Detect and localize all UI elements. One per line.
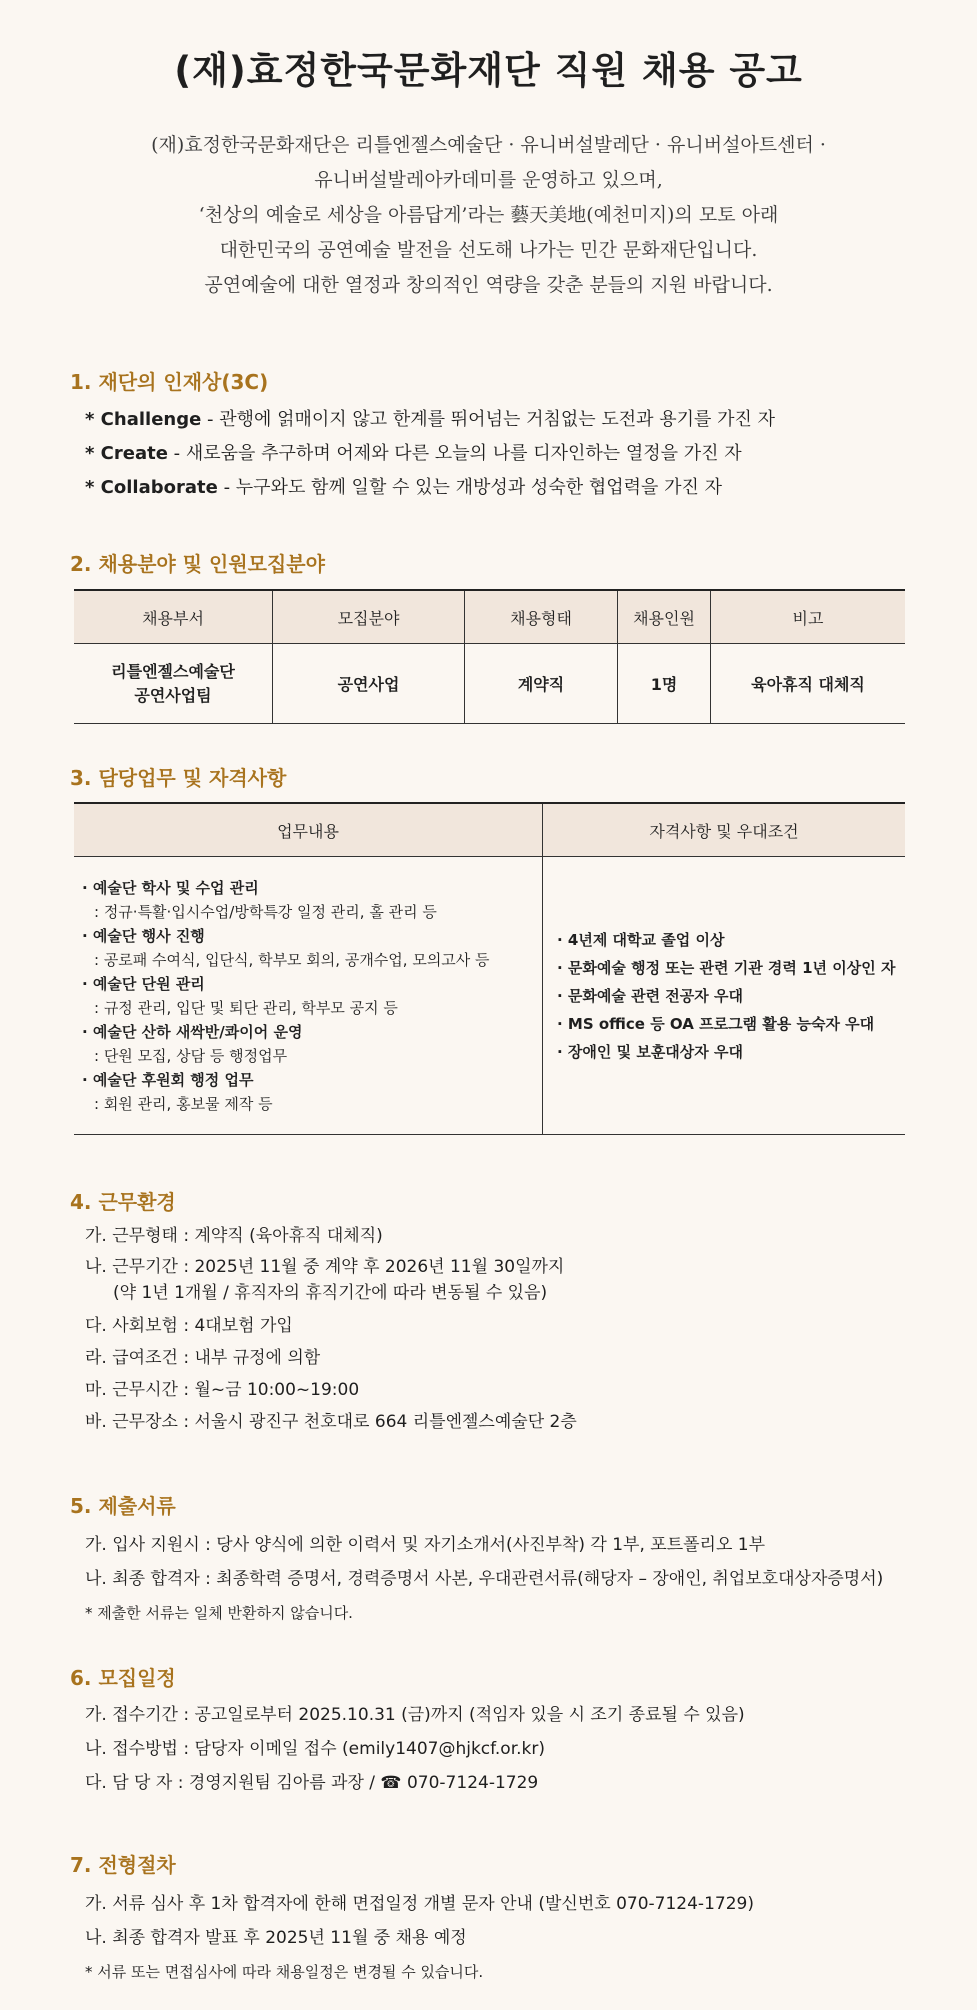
talent-text: - 새로움을 추구하며 어제와 다른 오늘의 나를 디자인하는 열정을 가진 자 <box>167 443 742 464</box>
intro-paragraph <box>0 128 977 303</box>
schedule-line: 다. 담 당 자 : 경영지원팀 김아름 과장 / ☎ 070-7124-1729 <box>85 1773 539 1793</box>
talent-item <box>85 437 775 471</box>
talent-key: * Collaborate <box>85 477 218 498</box>
page-title: (재)효정한국문화재단 직원 채용 공고 <box>174 49 803 92</box>
document-line: 나. 최종 합격자 : 최종학력 증명서, 경력증명서 사본, 우대관련서류(해당자 – 장애인, 취업보호대상자증명서) <box>85 1569 884 1589</box>
section-5-heading: 5. 제출서류 <box>70 1494 176 1518</box>
process-list <box>85 1887 754 1989</box>
talent-key: * Challenge <box>85 409 202 430</box>
qualification-item: · 4년제 대학교 졸업 이상 <box>557 930 725 949</box>
table-header-row <box>74 803 905 857</box>
qualifications-cell <box>543 857 906 1135</box>
talent-text: - 누구와도 함께 일할 수 있는 개방성과 성숙한 협업력을 가진 자 <box>217 477 722 498</box>
schedule-line: 가. 접수기간 : 공고일로부터 2025.10.31 (금)까지 (적임자 있을 시 조기 종료될 수 있음) <box>85 1705 745 1725</box>
process-note: * 서류 또는 면접심사에 따라 채용일정은 변경될 수 있습니다. <box>85 1963 484 1981</box>
qualification-item: · 문화예술 관련 전공자 우대 <box>557 986 743 1005</box>
dept-line: 리틀엔젤스예술단 <box>111 661 235 681</box>
col-header: 채용형태 <box>465 590 618 644</box>
col-header: 비고 <box>711 590 906 644</box>
table-header-row <box>74 590 905 644</box>
col-header: 업무내용 <box>74 803 543 857</box>
talent-item <box>85 403 775 437</box>
section-4-heading: 4. 근무환경 <box>70 1190 176 1214</box>
duty-title: · 예술단 산하 새싹반/콰이어 운영 <box>82 1022 303 1041</box>
condition-subline: (약 1년 1개월 / 휴직자의 휴직기간에 따라 변동될 수 있음) <box>113 1283 548 1303</box>
count-cell: 1명 <box>618 644 711 724</box>
duty-detail: : 회원 관리, 홍보물 제작 등 <box>94 1094 273 1113</box>
col-header: 자격사항 및 우대조건 <box>543 803 906 857</box>
condition-line: 마. 근무시간 : 월~금 10:00~19:00 <box>85 1380 360 1400</box>
talent-item <box>85 471 775 505</box>
duty-detail: : 규정 관리, 입단 및 퇴단 관리, 학부모 공지 등 <box>94 998 398 1017</box>
schedule-list <box>85 1698 745 1800</box>
duties-table <box>74 802 905 1135</box>
col-header: 채용인원 <box>618 590 711 644</box>
duties-cell <box>74 857 543 1135</box>
intro-line: ‘천상의 예술로 세상을 아름답게’라는 藝天美地(예천미지)의 모토 아래 <box>198 204 779 226</box>
type-cell: 계약직 <box>465 644 618 724</box>
section-6-heading: 6. 모집일정 <box>70 1666 176 1690</box>
col-header: 채용부서 <box>74 590 273 644</box>
duty-title: · 예술단 단원 관리 <box>82 974 205 993</box>
duty-detail: : 정규·특활·입시수업/방학특강 일정 관리, 홀 관리 등 <box>94 902 437 921</box>
recruitment-table <box>74 589 905 724</box>
intro-line: 대한민국의 공연예술 발전을 선도해 나가는 민간 문화재단입니다. <box>219 239 758 261</box>
section-2-heading: 2. 채용분야 및 인원모집분야 <box>70 552 325 576</box>
duty-title: · 예술단 후원회 행정 업무 <box>82 1070 254 1089</box>
work-conditions <box>85 1220 577 1438</box>
document-note: * 제출한 서류는 일체 반환하지 않습니다. <box>85 1604 353 1622</box>
qualification-item: · 문화예술 행정 또는 관련 기관 경력 1년 이상인 자 <box>557 958 896 977</box>
condition-line: 다. 사회보험 : 4대보험 가입 <box>85 1316 293 1336</box>
talent-list <box>85 403 775 505</box>
table-row <box>74 857 905 1135</box>
section-7-heading: 7. 전형절차 <box>70 1853 176 1877</box>
document-line: 가. 입사 지원시 : 당사 양식에 의한 이력서 및 자기소개서(사진부착) 각 1부, 포트폴리오 1부 <box>85 1535 766 1555</box>
qualification-item: · 장애인 및 보훈대상자 우대 <box>557 1042 743 1061</box>
qualification-item: · MS office 등 OA 프로그램 활용 능숙자 우대 <box>557 1014 875 1033</box>
field-cell: 공연사업 <box>273 644 465 724</box>
section-1-heading: 1. 재단의 인재상(3C) <box>70 370 269 394</box>
condition-line: 가. 근무형태 : 계약직 (육아휴직 대체직) <box>85 1226 383 1246</box>
dept-line: 공연사업팀 <box>134 685 212 705</box>
table-row <box>74 644 905 724</box>
talent-text: - 관행에 얽매이지 않고 한계를 뛰어넘는 거침없는 도전과 용기를 가진 자 <box>201 409 775 430</box>
condition-line: 바. 근무장소 : 서울시 광진구 천호대로 664 리틀엔젤스예술단 2층 <box>85 1412 577 1432</box>
intro-line: 유니버설발레아카데미를 운영하고 있으며, <box>314 169 663 191</box>
condition-line: 라. 급여조건 : 내부 규정에 의함 <box>85 1348 321 1368</box>
dept-cell <box>74 644 273 724</box>
documents-list <box>85 1528 883 1630</box>
duty-detail: : 단원 모집, 상담 등 행정업무 <box>94 1046 288 1065</box>
section-3-heading: 3. 담당업무 및 자격사항 <box>70 766 287 790</box>
col-header: 모집분야 <box>273 590 465 644</box>
schedule-line: 나. 접수방법 : 담당자 이메일 접수 (emily1407@hjkcf.or.kr) <box>85 1739 546 1759</box>
intro-line: (재)효정한국문화재단은 리틀엔젤스예술단 · 유니버설발레단 · 유니버설아트센터 · <box>151 134 826 156</box>
duty-title: · 예술단 학사 및 수업 관리 <box>82 878 259 897</box>
process-line: 가. 서류 심사 후 1차 합격자에 한해 면접일정 개별 문자 안내 (발신번호 070-7124-1729) <box>85 1894 754 1914</box>
duty-title: · 예술단 행사 진행 <box>82 926 205 945</box>
note-cell: 육아휴직 대체직 <box>751 675 865 694</box>
duty-detail: : 공로패 수여식, 입단식, 학부모 회의, 공개수업, 모의고사 등 <box>94 950 490 969</box>
talent-key: * Create <box>85 443 168 464</box>
process-line: 나. 최종 합격자 발표 후 2025년 11월 중 채용 예정 <box>85 1928 467 1948</box>
condition-line: 나. 근무기간 : 2025년 11월 중 계약 후 2026년 11월 30일까지 <box>85 1257 565 1277</box>
intro-line: 공연예술에 대한 열정과 창의적인 역량을 갖춘 분들의 지원 바랍니다. <box>204 274 773 296</box>
